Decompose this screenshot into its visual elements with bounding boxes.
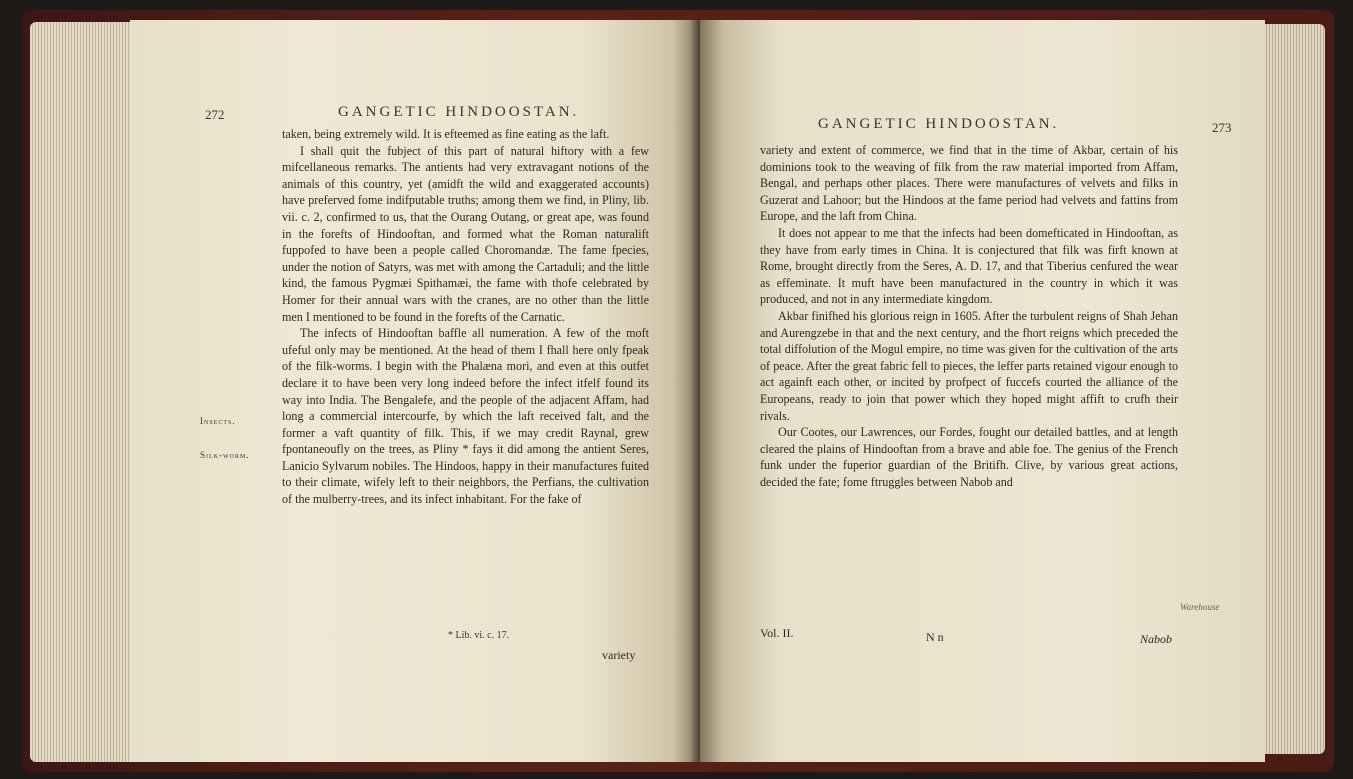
running-head-right: GANGETIC HINDOOSTAN.	[818, 116, 1060, 132]
catchword-left: variety	[602, 648, 636, 662]
right-body-text	[760, 142, 1178, 490]
left-body-text	[282, 126, 649, 508]
paragraph: I shall quit the fubject of this part of natural hiftory with a few mifcellaneous remarks. The antients had very extravagant notions of the animals of this country, yet (amidft the wild and exaggerated accounts) have preferved fome indifputable truths; among them we find, in Pliny, lib. vii. c. 2, confirmed to us, that the Ourang Outang, or great ape, was found in the forefts of Hindooftan, and formed what the Roman naturalift fuppofed to have been a people called Choromandæ. The fame fpecies, under the notion of Satyrs, was met with among the Cartaduli; and the little kind, the famous Pygmæi Spithamæi, the fame with thofe celebrated by Homer for their annual wars with the cranes, are no other than the little men I mentioned to be found in the forefts of the Carnatic.	[282, 143, 649, 324]
stray-margin-text: Warehouse	[1180, 602, 1220, 612]
page-number-right: 273	[1212, 120, 1232, 135]
margin-note-insects: Insects.	[200, 416, 236, 426]
page-edges-right	[1255, 24, 1325, 754]
paragraph: Our Cootes, our Lawrences, our Fordes, fought our detailed battles, and at length cleared the plains of Hindooftan from a brave and able foe. The genius of the French funk under the fuperior guardian of the Britifh. Clive, by various great actions, decided the fate; fome ftruggles between Nabob and	[760, 425, 1178, 489]
signature-mark: N n	[926, 630, 944, 644]
footnote: * Lib. vi. c. 17.	[448, 630, 510, 641]
right-page	[700, 20, 1265, 762]
paragraph: taken, being extremely wild. It is efteemed as fine eating as the laft.	[282, 127, 610, 141]
paragraph: The infects of Hindooftan baffle all numeration. A few of the moft ufeful only may be mentioned. At the head of them I fhall here only fpeak of the filk-worms. I begin with the Phalæna mori, and even at this outfet declare it to have been very long indeed before the infect itfelf found its way into India. The Bengalefe, and the people of the adjacent Affam, had long a commercial intercourfe, by which the laft received falt, and the former a vaft quantity of filk. This, if we may credit Raynal, grew fpontaneoufly on the trees, as Pliny * fays it did among the antient Seres, Lanicio Sylvarum nobiles. The Hindoos, happy in their manufactures fuited to their climate, wifely left to their neighbors, the Perfians, the cultivation of the mulberry-trees, and its infect inhabitant. For the fake of	[282, 326, 649, 507]
margin-note-silk-worm: Silk-worm.	[200, 450, 250, 460]
left-page	[130, 20, 695, 762]
running-head-left: GANGETIC HINDOOSTAN.	[338, 104, 580, 120]
page-number-left: 272	[205, 107, 225, 122]
paragraph: Akbar finifhed his glorious reign in 1605. After the turbulent reigns of Shah Jehan and Aurengzebe in that and the next century, and the fhort reigns which preceded the total diffolution of the Mogul empire, no time was given for the cultivation of the arts of peace. After the great fabric fell to pieces, the leffer parts retained vigour enough to act againft each other, or incited by profpect of fuccefs courted the alliance of the Europeans, ready to join that power which they hoped might affift to crufh their rivals.	[760, 308, 1178, 423]
paragraph: It does not appear to me that the infects had been domefticated in Hindooftan, as they have from early times in China. It is conjectured that filk was firft known at Rome, brought directly from the Seres, A. D. 17, and that Tiberius cenfured the wear as effeminate. It muft have been manufactured in the country in which it was produced, and not in any intermediate kingdom.	[760, 225, 1178, 307]
signature-volume: Vol. II.	[760, 626, 794, 640]
catchword-right: Nabob	[1140, 632, 1173, 646]
paragraph: variety and extent of commerce, we find that in the time of Akbar, certain of his dominions took to the weaving of filk from the raw material imported from Affam, Bengal, and perhaps other places. There were manufactures of velvets and filks in Guzerat and Lahoor; but the Hindoos at the fame period had velvets and fattins from Europe, and the laft from China.	[760, 143, 1178, 224]
page-edges-left	[30, 22, 140, 762]
